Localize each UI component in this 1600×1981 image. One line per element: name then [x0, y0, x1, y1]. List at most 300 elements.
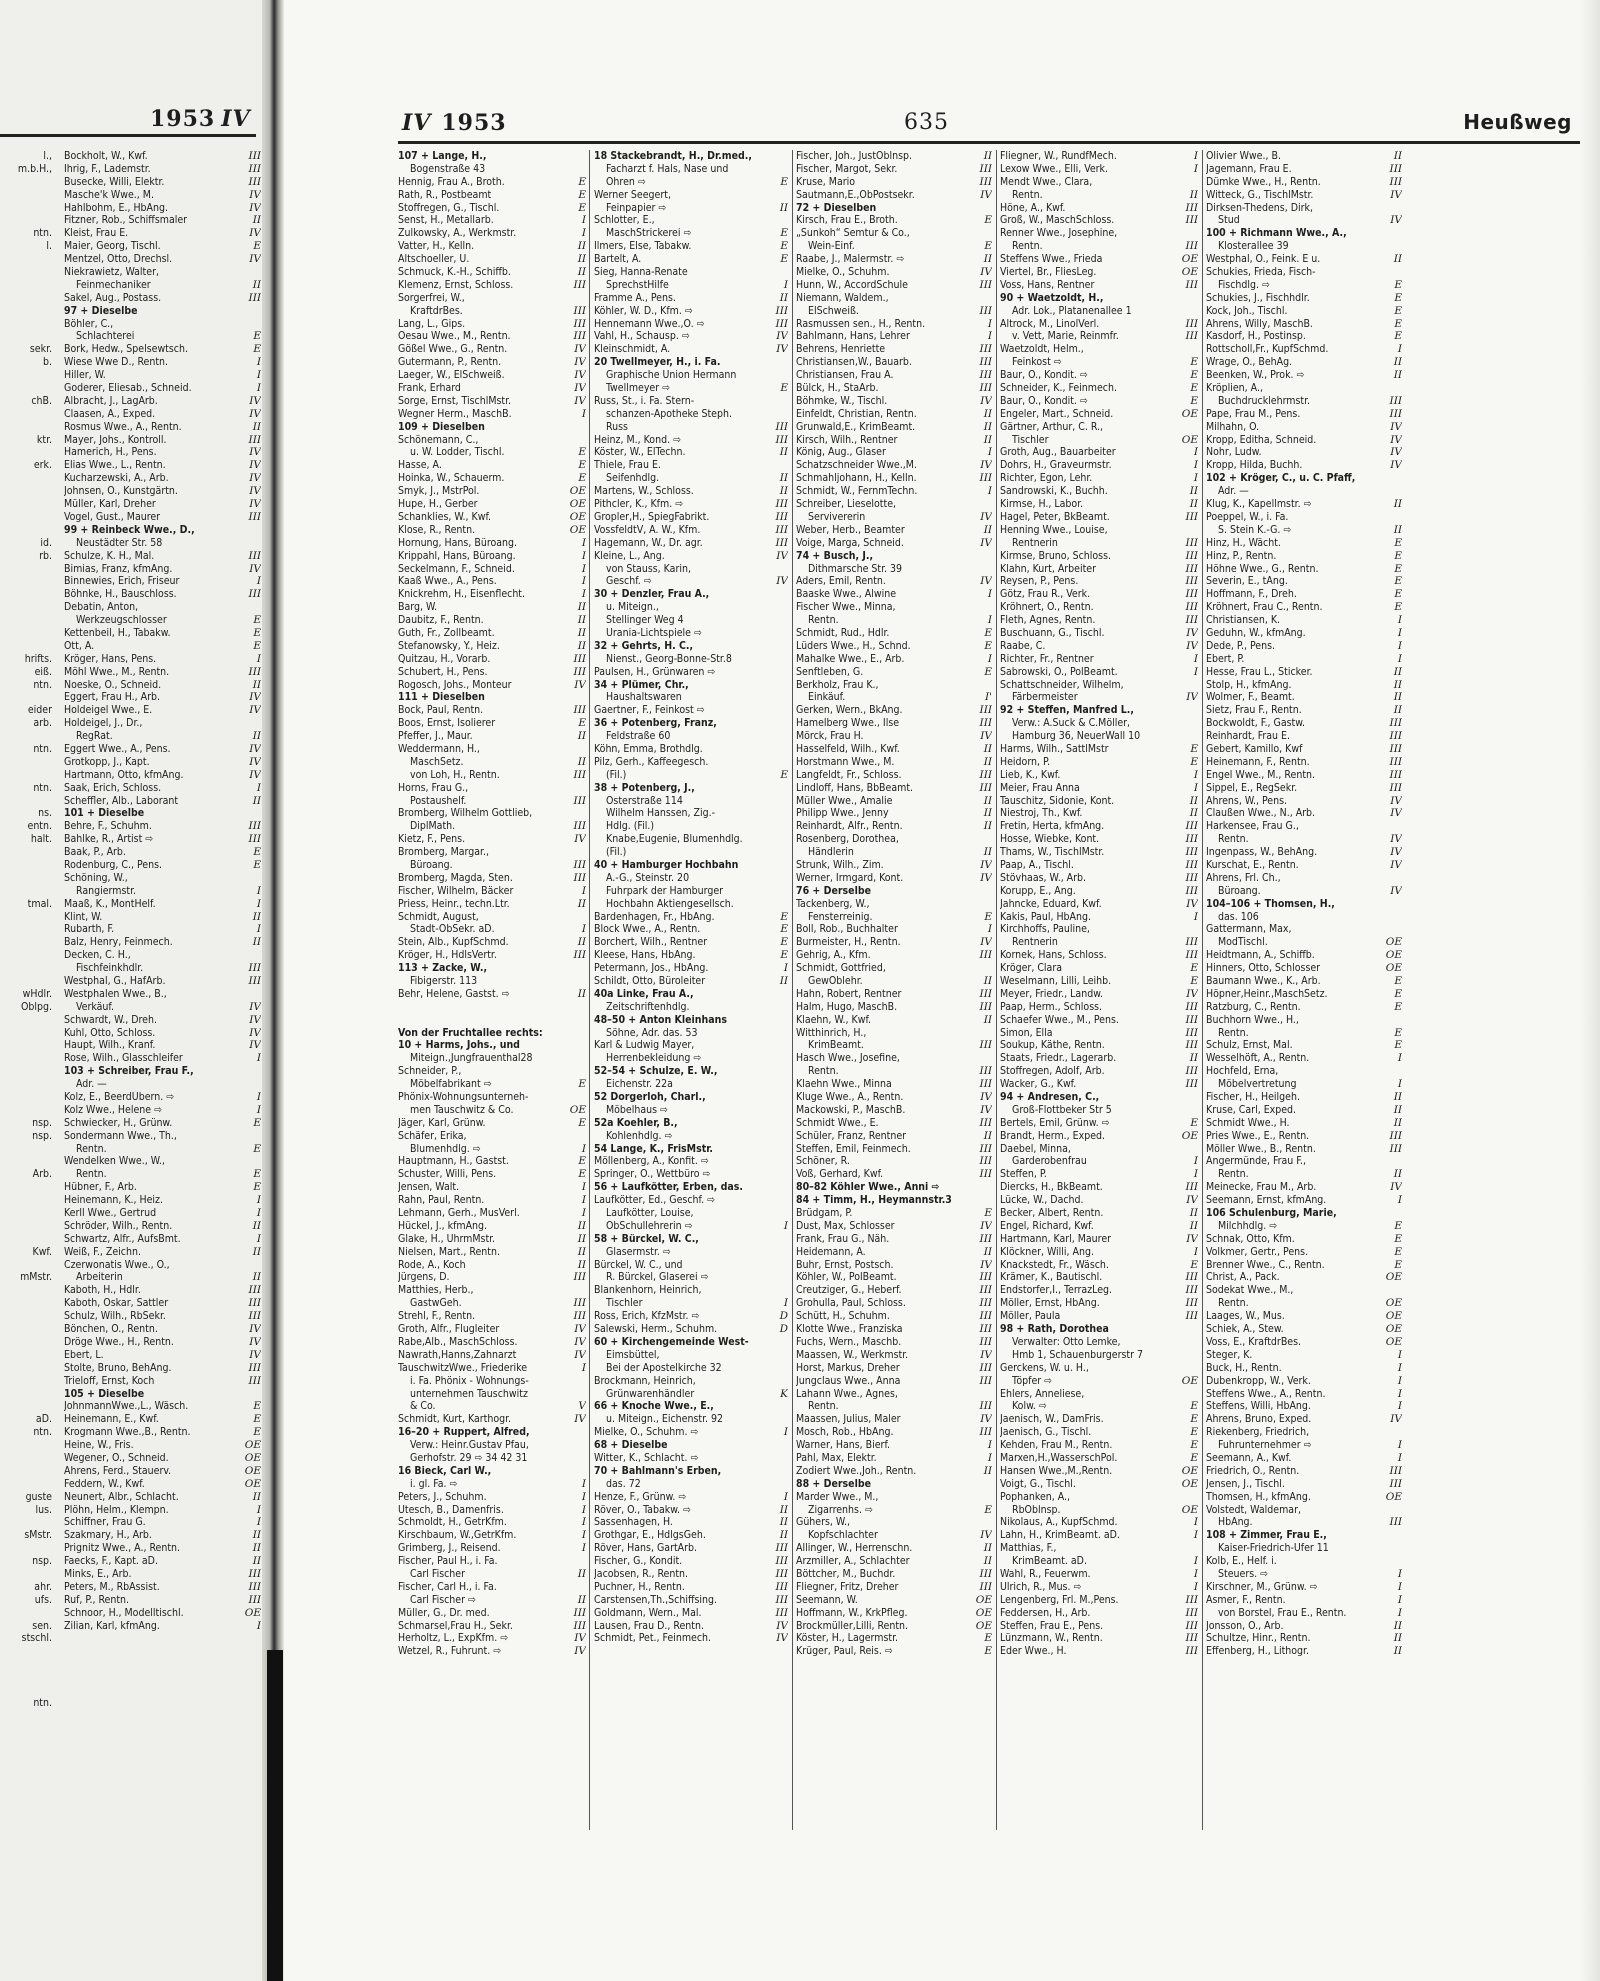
entry-text: Möhl Wwe., M., Rentn. [64, 665, 170, 678]
directory-entry [796, 150, 992, 163]
entry-text: Gehrig, A., Kfm. [796, 949, 871, 962]
entry-text: Niestroj, Th., Kwf. [1000, 807, 1083, 820]
directory-entry [398, 163, 586, 176]
floor-marker: III [248, 1567, 261, 1580]
directory-entry [398, 1284, 586, 1297]
right-page [284, 0, 1600, 1981]
entry-text: Weselmann, Lilli, Leihb. [1000, 975, 1112, 987]
directory-entry [594, 756, 788, 769]
cutoff-text [0, 563, 52, 576]
directory-entry [1000, 266, 1198, 279]
floor-marker: IV [980, 459, 992, 472]
entry-text: Bock, Paul, Rentn. [398, 704, 484, 717]
directory-entry [796, 717, 992, 730]
directory-entry [398, 614, 586, 627]
floor-marker: III [1185, 614, 1198, 627]
entry-text: Poeppel, W., i. Fa. [1206, 510, 1289, 523]
floor-marker: III [573, 820, 586, 833]
cutoff-text [0, 1439, 52, 1452]
floor-marker: E [984, 1503, 992, 1516]
entry-text: 10 + Harms, Johs., und [398, 1039, 520, 1052]
directory-entry [594, 575, 788, 588]
entry-text: Westphal, O., Feink. E u. [1206, 253, 1321, 266]
floor-marker: III [1185, 240, 1198, 253]
floor-marker: IV [776, 330, 788, 343]
entry-text: Kaboth, H., Hdlr. [64, 1284, 141, 1297]
floor-marker: I [1397, 626, 1402, 639]
directory-entry [1000, 1336, 1198, 1349]
entry-text: Hiller, W. [64, 369, 106, 382]
entry-text: Schmidt Wwe., E. [796, 1116, 879, 1129]
entry-text: Bork, Hedw., Spelsewtsch. [64, 343, 188, 356]
directory-entry [1206, 756, 1402, 769]
entry-text: Hosse, Wiebke, Kont. [1000, 833, 1100, 846]
cutoff-text [0, 807, 52, 820]
directory-entry [1000, 1078, 1198, 1091]
directory-entry [64, 614, 261, 627]
directory-entry [796, 795, 992, 808]
entry-text: Schaefer Wwe., M., Pens. [1000, 1013, 1119, 1026]
cutoff-text [0, 498, 52, 511]
cutoff-text [0, 1555, 52, 1568]
floor-marker: III [1389, 1516, 1402, 1529]
floor-marker: IV [249, 188, 261, 201]
entry-text: Wacker, G., Kwf. [1000, 1078, 1077, 1091]
floor-marker: II [779, 291, 788, 304]
directory-entry [594, 434, 788, 447]
cutoff-text [0, 717, 52, 730]
directory-entry [594, 795, 788, 808]
entry-text: Färbermeister [1012, 691, 1078, 704]
floor-marker: OE [244, 1464, 261, 1477]
cutoff-text [0, 1761, 52, 1774]
entry-text: Kerll Wwe., Gertrud [64, 1207, 157, 1220]
entry-text: Kaboth, Oskar, Sattler [64, 1297, 169, 1310]
entry-text: Nienst., Georg-Bonne-Str.8 [606, 652, 732, 665]
directory-entry [1206, 498, 1402, 511]
floor-marker: II [252, 730, 261, 743]
entry-text: Seemann, A., Kwf. [1206, 1451, 1292, 1464]
floor-marker: E [1394, 1258, 1402, 1271]
entry-text: 106 Schulenburg, Marie, [1206, 1207, 1337, 1220]
floor-marker: III [1389, 781, 1402, 794]
floor-marker: III [979, 1400, 992, 1413]
cutoff-text-value [0, 936, 52, 949]
entry-text: Hasse, A. [398, 459, 442, 472]
entry-text: Rentn. [808, 1400, 839, 1413]
floor-marker: OE [1181, 433, 1198, 446]
directory-entry [398, 472, 586, 485]
floor-marker: II [1393, 1632, 1402, 1645]
floor-marker: IV [249, 1348, 261, 1361]
directory-entry [796, 305, 992, 318]
floor-marker: IV [980, 1219, 992, 1232]
entry-text: Hesse, Frau L., Sticker. [1206, 665, 1313, 678]
entry-text: Pfeffer, J., Maur. [398, 730, 473, 743]
directory-entry [796, 898, 992, 911]
directory-entry [1000, 1607, 1198, 1620]
directory-entry [1000, 1555, 1198, 1568]
floor-marker: II [1393, 691, 1402, 704]
cutoff-text-value [0, 1091, 52, 1104]
entry-text: Frank, Frau G., Näh. [796, 1232, 890, 1245]
directory-entry [796, 1426, 992, 1439]
entry-text: Block Wwe., A., Rentn. [594, 923, 701, 936]
directory-entry [594, 550, 788, 563]
floor-marker: I [256, 575, 261, 588]
entry-text: Schmoldt, H., GetrKfm. [398, 1516, 507, 1529]
entry-text: Richter, Fr., Rentner [1000, 652, 1094, 665]
entry-text: Graphische Union Hermann [606, 369, 737, 382]
cutoff-text-value: guste [25, 1490, 52, 1503]
entry-text: Nohr, Ludw. [1206, 446, 1262, 459]
directory-column-1 [398, 150, 586, 1850]
entry-text: Brenner Wwe., C., Rentn. [1206, 1258, 1325, 1271]
floor-marker: IV [574, 369, 586, 382]
entry-text: Jaenisch, G., Tischl. [1000, 1426, 1092, 1439]
entry-text: Niekrawietz, Walter, [64, 266, 159, 279]
directory-entry [1206, 305, 1402, 318]
floor-marker: IV [574, 1632, 586, 1645]
entry-text: Kleist, Frau E. [64, 227, 129, 240]
floor-marker: III [1389, 1142, 1402, 1155]
cutoff-text-value [0, 756, 52, 769]
directory-entry [398, 872, 586, 885]
entry-text: Seemann, Ernst, kfmAng. [1206, 1194, 1327, 1207]
floor-marker: I [256, 1516, 261, 1529]
entry-text: Stolp, H., kfmAng. [1206, 678, 1292, 691]
directory-entry [796, 524, 992, 537]
floor-marker: III [1185, 1026, 1198, 1039]
entry-text: Lang, L., Gips. [398, 317, 466, 330]
directory-entry [1206, 1246, 1402, 1259]
entry-text: Westphal, G., HafArb. [64, 975, 166, 987]
directory-entry [64, 666, 261, 679]
entry-text: Simon, Ella [1000, 1026, 1053, 1039]
floor-marker: III [979, 1000, 992, 1013]
entry-text: Albracht, J., LagArb. [64, 394, 158, 407]
entry-text: Grimberg, J., Reisend. [398, 1542, 501, 1555]
floor-marker: IV [776, 575, 788, 588]
entry-text: MaschSetz. [410, 755, 464, 768]
floor-marker: OE [1181, 407, 1198, 420]
floor-marker: E [253, 858, 261, 871]
entry-text: Elias Wwe., L., Rentn. [64, 459, 166, 472]
directory-entry [796, 1594, 992, 1607]
directory-entry [64, 1310, 261, 1323]
entry-text: Saak, Erich, Schloss. [64, 781, 162, 794]
cutoff-text-value: eiß. [34, 665, 52, 678]
directory-entry [796, 472, 992, 485]
floor-marker: IV [574, 678, 586, 691]
cutoff-text [0, 305, 52, 318]
floor-marker: OE [975, 1606, 992, 1619]
directory-entry [1206, 176, 1402, 189]
entry-text: Hmb 1, Schauenburgerstr 7 [1012, 1348, 1143, 1361]
directory-entry [1000, 1413, 1198, 1426]
directory-entry [64, 240, 261, 253]
entry-text: Lahann Wwe., Agnes, [796, 1387, 898, 1400]
entry-text: Rosmus Wwe., A., Rentn. [64, 420, 182, 433]
entry-text: Philipp Wwe., Jenny [796, 807, 889, 820]
floor-marker: E [578, 1116, 586, 1129]
cutoff-text-value: ntn. [33, 227, 52, 240]
cutoff-text-value [0, 1310, 52, 1323]
entry-text: Schneider, K., Feinmech. [1000, 382, 1117, 395]
entry-text: Garderobenfrau [1012, 1155, 1087, 1168]
entry-text: Trieloff, Ernst, Koch [64, 1374, 155, 1387]
directory-entry [594, 614, 788, 627]
entry-text: Nikolaus, A., KupfSchmd. [1000, 1516, 1118, 1529]
entry-text: Vahl, H., Schausp. ⇨ [594, 330, 690, 343]
floor-marker: OE [1385, 1490, 1402, 1503]
directory-entry [64, 640, 261, 653]
entry-text: (Fil.) [606, 846, 627, 859]
entry-text: Lausen, Frau D., Rentn. [594, 1619, 704, 1632]
entry-text: Reysen, P., Pens. [1000, 575, 1079, 588]
entry-text: Lünzmann, W., Rentn. [1000, 1632, 1103, 1645]
directory-entry [64, 795, 261, 808]
cutoff-text-value [0, 975, 52, 988]
directory-entry [1206, 1542, 1402, 1555]
directory-entry [594, 1413, 788, 1426]
entry-text: Krämer, K., Bautischl. [1000, 1271, 1103, 1284]
cutoff-text-value [0, 421, 52, 434]
directory-entry [398, 537, 586, 550]
entry-text: Lexow Wwe., Elli, Verk. [1000, 162, 1109, 175]
cutoff-text-value: lus. [35, 1503, 52, 1516]
entry-text: Osterstraße 114 [606, 794, 683, 807]
entry-text: Röver, O., Tabakw. ⇨ [594, 1503, 691, 1516]
directory-entry [398, 666, 586, 679]
directory-entry [1206, 1207, 1402, 1220]
cutoff-text [0, 627, 52, 640]
directory-entry [1000, 588, 1198, 601]
entry-text: Dust, Max, Schlosser [796, 1219, 895, 1232]
directory-entry [1000, 1207, 1198, 1220]
directory-entry [1000, 1259, 1198, 1272]
directory-entry [796, 240, 992, 253]
floor-marker: I [256, 781, 261, 794]
entry-text: Hochfeld, Erna, [1206, 1065, 1279, 1078]
entry-text: Bardenhagen, Fr., HbAng. [594, 910, 715, 923]
floor-marker: III [248, 1580, 261, 1593]
directory-entry [64, 1181, 261, 1194]
directory-entry [796, 1362, 992, 1375]
entry-text: Ahrens, Frl. Ch., [1206, 871, 1281, 884]
floor-marker: III [573, 1310, 586, 1323]
directory-entry [594, 1130, 788, 1143]
floor-marker: III [1185, 1271, 1198, 1284]
entry-text: Jäger, Karl, Grünw. [398, 1116, 486, 1129]
entry-text: Söhne, Adr. das. 53 [606, 1026, 698, 1039]
entry-text: Behr, Helene, Gastst. ⇨ [398, 987, 510, 1000]
left-page-year: 1953 [150, 106, 216, 132]
entry-text: Langfeldt, Fr., Schloss. [796, 768, 902, 781]
directory-entry [1000, 1529, 1198, 1542]
entry-text: Hoffmann, F., Dreh. [1206, 588, 1297, 601]
cutoff-text [0, 163, 52, 176]
floor-marker: II [577, 240, 586, 253]
directory-entry [594, 1117, 788, 1130]
directory-entry [796, 962, 992, 975]
floor-marker: III [1389, 407, 1402, 420]
entry-text: Blumenhdlg. ⇨ [410, 1142, 481, 1155]
directory-entry [796, 1104, 992, 1117]
entry-text: 84 + Timm, H., Heymannstr.3 [796, 1194, 952, 1207]
entry-text: Matthies, Herb., [398, 1284, 474, 1297]
floor-marker: I [1193, 910, 1198, 923]
entry-text: Matthias, F., [1000, 1542, 1057, 1555]
directory-entry [1000, 653, 1198, 666]
entry-text: RegRat. [76, 730, 113, 743]
directory-entry [796, 1336, 992, 1349]
floor-marker: III [775, 1567, 788, 1580]
floor-marker: I [987, 485, 992, 498]
directory-entry [398, 1632, 586, 1645]
directory-entry [64, 923, 261, 936]
entry-text: Mielke, O., Schuhm. [796, 266, 890, 279]
entry-text: Kohlenhdlg. ⇨ [606, 1129, 673, 1142]
directory-entry [594, 163, 788, 176]
directory-entry [1206, 434, 1402, 447]
entry-text: Gaertner, F., Feinkost ⇨ [594, 704, 705, 717]
cutoff-text-value: Arb. [32, 1168, 52, 1181]
entry-text: schanzen-Apotheke Steph. [606, 407, 732, 420]
directory-entry [64, 756, 261, 769]
floor-marker: III [573, 665, 586, 678]
floor-marker: IV [980, 1091, 992, 1104]
directory-entry [64, 1542, 261, 1555]
entry-text: Wegener, O., Schneid. [64, 1451, 169, 1464]
floor-marker: II [252, 678, 261, 691]
directory-entry [398, 691, 586, 704]
directory-entry [594, 1568, 788, 1581]
directory-entry [796, 601, 992, 614]
directory-entry [1000, 563, 1198, 576]
entry-text: Möller, Ernst, HbAng. [1000, 1297, 1100, 1310]
entry-text: Zeitschriftenhdlg. [606, 1000, 690, 1013]
entry-text: König, Aug., Glaser [796, 446, 886, 459]
entry-text: Ratzburg, C., Rentn. [1206, 1000, 1301, 1013]
floor-marker: II [983, 794, 992, 807]
entry-text: KraftdrBes. [410, 304, 463, 317]
directory-entry [796, 1620, 992, 1633]
column-divider [792, 150, 793, 1830]
directory-entry [1000, 1117, 1198, 1130]
floor-marker: OE [244, 1451, 261, 1464]
floor-marker: III [1185, 1310, 1198, 1323]
entry-text: Rahn, Paul, Rentn. [398, 1194, 485, 1207]
directory-entry [64, 472, 261, 485]
directory-entry [594, 524, 788, 537]
entry-text: Mendt Wwe., Clara, [1000, 175, 1093, 188]
entry-text: Adr. Lok., Platanenallee 1 [1012, 304, 1132, 317]
directory-entry [1000, 1491, 1198, 1504]
floor-marker: IV [1186, 987, 1198, 1000]
entry-text: Pophanken, A., [1000, 1490, 1071, 1503]
directory-entry [1000, 1001, 1198, 1014]
entry-text: Röver, Hans, GartArb. [594, 1542, 697, 1555]
floor-marker: III [573, 652, 586, 665]
entry-text: 72 + Dieselben [796, 201, 877, 214]
directory-entry [1206, 923, 1402, 936]
cutoff-text-value: stschl. [21, 1632, 52, 1645]
cutoff-text [0, 150, 52, 163]
directory-entry [1206, 1478, 1402, 1491]
floor-marker: IV [1390, 807, 1402, 820]
directory-entry [594, 1155, 788, 1168]
entry-text: Goderer, Eliesab., Schneid. [64, 382, 192, 395]
cutoff-text [0, 1323, 52, 1336]
cutoff-text [0, 253, 52, 266]
cutoff-text-value [0, 1039, 52, 1052]
directory-entry [1000, 498, 1198, 511]
entry-text: Köhn, Emma, Brothdlg. [594, 742, 703, 755]
entry-text: Sakel, Aug., Postass. [64, 291, 162, 304]
entry-text: Köhler, W., PolBeamt. [796, 1271, 897, 1284]
entry-text: Asmer, F., Rentn. [1206, 1593, 1286, 1606]
directory-entry [1000, 1632, 1198, 1645]
cutoff-text-value [0, 1684, 52, 1697]
entry-text: Rentnerin [1012, 936, 1058, 949]
directory-entry [64, 1620, 261, 1633]
directory-entry [1206, 550, 1402, 563]
entry-text: Hagel, Peter, BkBeamt. [1000, 510, 1110, 523]
directory-entry [64, 1388, 261, 1401]
floor-marker: IV [1390, 433, 1402, 446]
entry-text: Bogenstraße 43 [410, 162, 486, 175]
directory-entry [594, 305, 788, 318]
floor-marker: II [1393, 523, 1402, 536]
directory-entry [64, 1284, 261, 1297]
floor-marker: OE [1181, 1503, 1198, 1516]
entry-text: Köster, H., Lagermstr. [796, 1632, 898, 1645]
directory-entry [64, 1478, 261, 1491]
floor-marker: E [253, 1426, 261, 1439]
entry-text: Paap, A., Tischl. [1000, 858, 1074, 871]
entry-text: Kröger, Hans, Pens. [64, 652, 157, 665]
directory-entry [594, 266, 788, 279]
entry-text: Brockmüller,Lilli, Rentn. [796, 1619, 909, 1632]
floor-marker: III [979, 1297, 992, 1310]
floor-marker: III [248, 162, 261, 175]
directory-entry [1206, 1632, 1402, 1645]
directory-entry [64, 807, 261, 820]
entry-text: Quitzau, H., Vorarb. [398, 652, 491, 665]
entry-text: Jungclaus Wwe., Anna [796, 1374, 901, 1387]
directory-entry [594, 1388, 788, 1401]
directory-entry [64, 266, 261, 279]
entry-text: Thams, W., TischlMstr. [1000, 846, 1105, 859]
directory-entry [1000, 253, 1198, 266]
directory-entry [1000, 1426, 1198, 1439]
cutoff-text-value: ns. [38, 807, 52, 820]
directory-entry [594, 1027, 788, 1040]
entry-text: Stefanowsky, Y., Heiz. [398, 639, 500, 652]
floor-marker: E [984, 639, 992, 652]
directory-entry [594, 1207, 788, 1220]
directory-entry [1206, 782, 1402, 795]
directory-entry [796, 1155, 992, 1168]
cutoff-text [0, 511, 52, 524]
entry-text: Grohulla, Paul, Schloss. [796, 1297, 906, 1310]
directory-entry [1206, 1284, 1402, 1297]
entry-text: Pries Wwe., E., Rentn. [1206, 1129, 1310, 1142]
directory-entry [1206, 1194, 1402, 1207]
entry-text: Facharzt f. Hals, Nase und [606, 162, 729, 175]
directory-entry [796, 1349, 992, 1362]
